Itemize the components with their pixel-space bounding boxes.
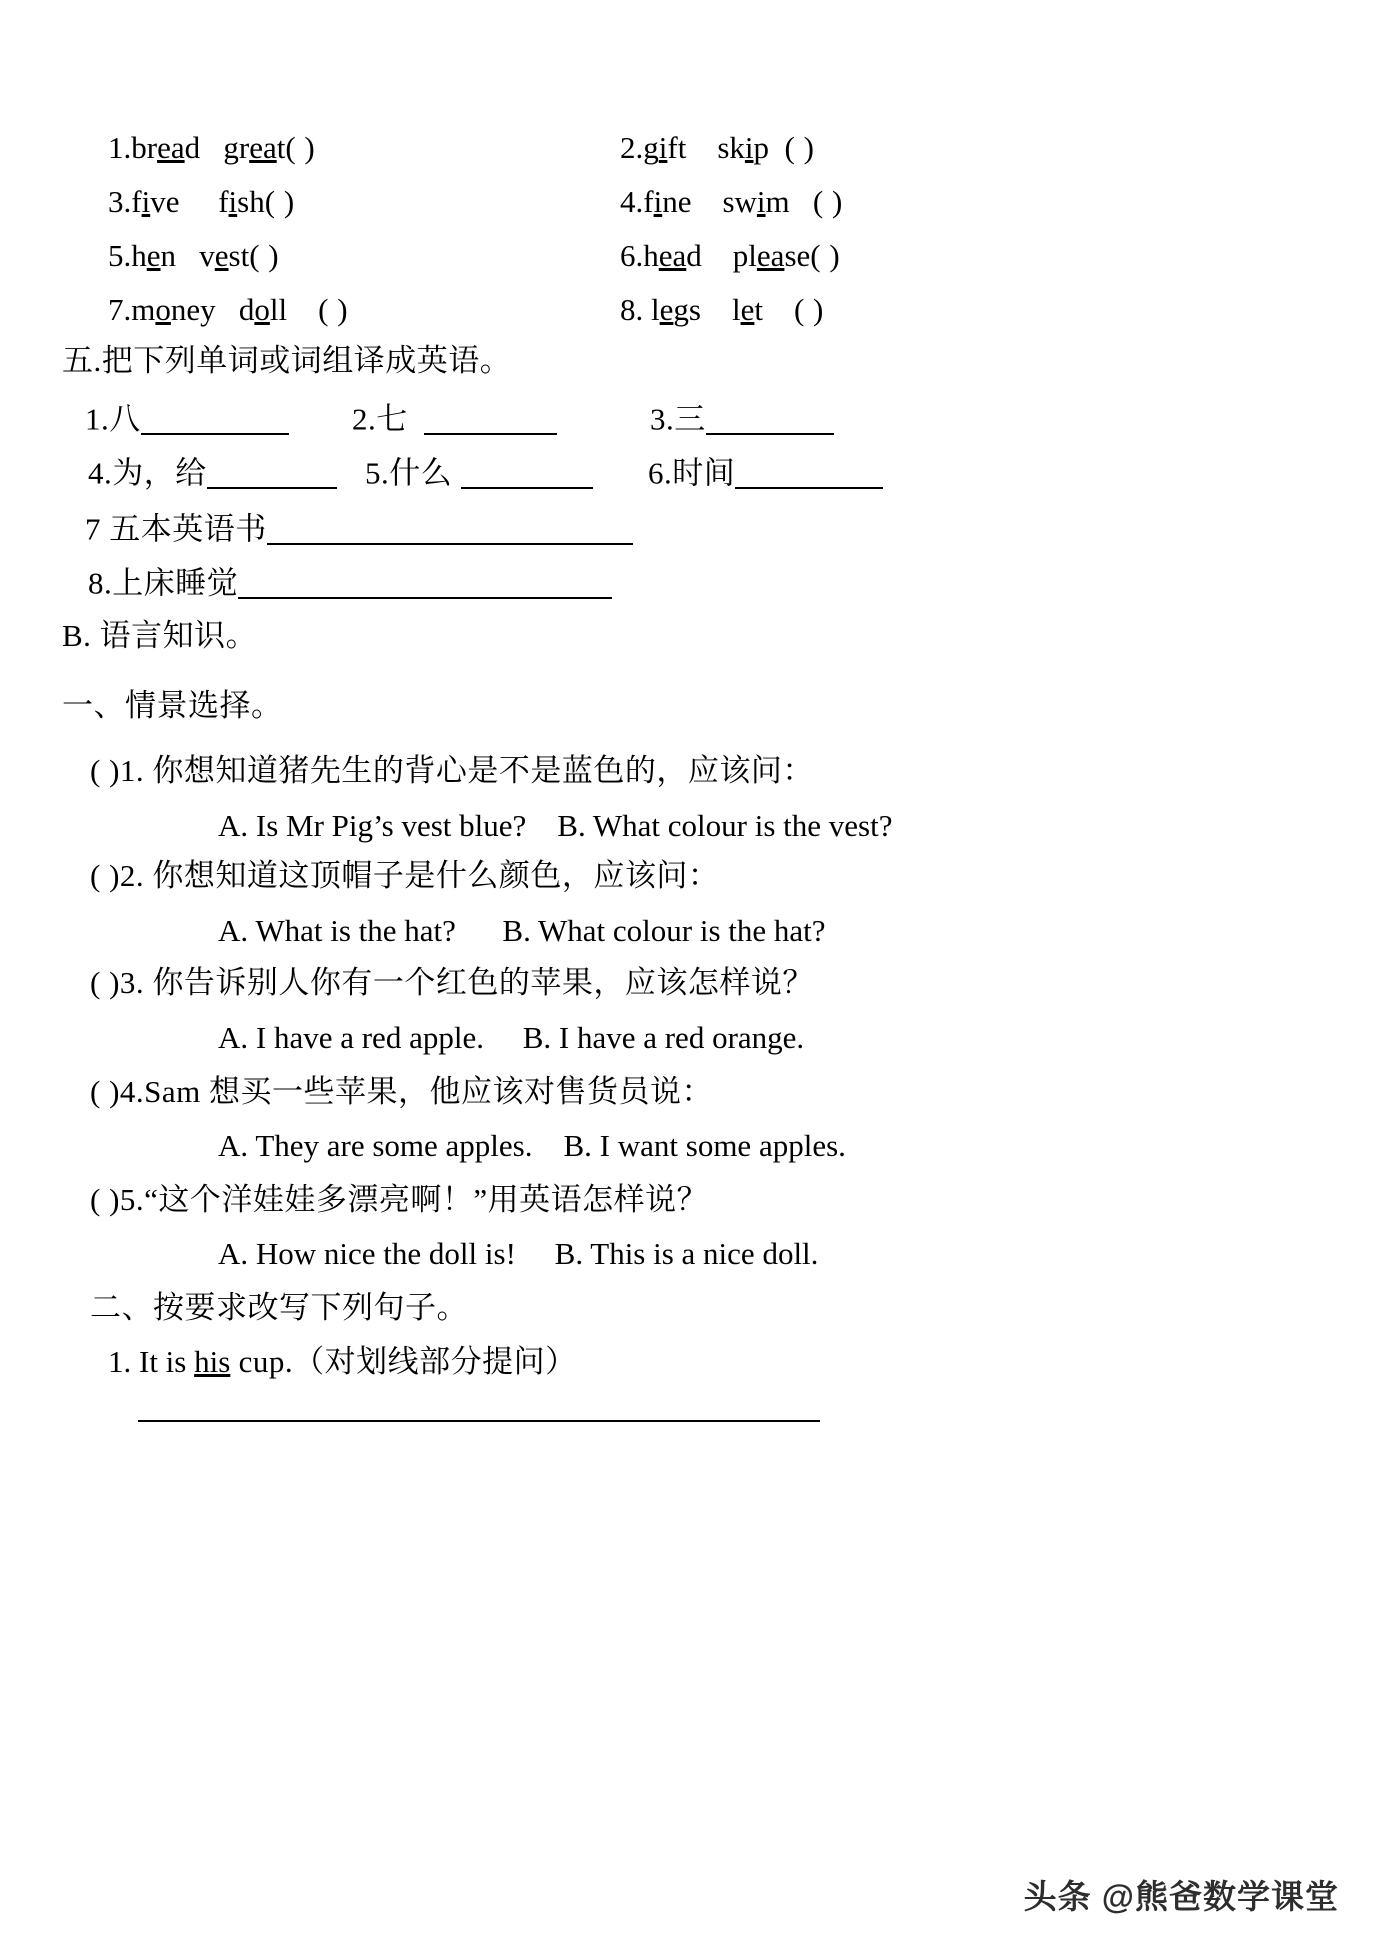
item-chinese: 五本英语书 xyxy=(101,511,267,547)
translate-item-7 xyxy=(85,512,633,545)
answer-bracket[interactable]: ( ) xyxy=(318,292,349,327)
phonics-word-1: legs xyxy=(643,292,701,327)
section-two-heading: 二、按要求改写下列句子。 xyxy=(90,1290,468,1325)
translate-item-4 xyxy=(88,456,337,489)
item-chinese: 上床睡觉 xyxy=(112,565,239,601)
answer-bracket[interactable]: ( ) xyxy=(90,1182,120,1217)
item-chinese: 时间 xyxy=(672,455,736,491)
phonics-item-number: 1. xyxy=(108,130,132,165)
item-number: 6. xyxy=(648,455,673,491)
choice-question-4-stem xyxy=(90,1076,713,1107)
phonics-word-2: swim xyxy=(722,184,790,219)
question-number: 5. xyxy=(119,1182,145,1217)
phonics-item-4 xyxy=(620,186,843,217)
phonics-word-1: money xyxy=(131,292,216,327)
choice-question-1-stem xyxy=(90,755,814,786)
section-five-heading: 五.把下列单词或词组译成英语。 xyxy=(62,343,512,378)
question-text: “这个洋娃娃多漂亮啊！”用英语怎样说？ xyxy=(144,1182,709,1217)
choice-question-2-options xyxy=(218,915,826,946)
option-a[interactable]: A. How nice the doll is! xyxy=(218,1236,516,1271)
option-a[interactable]: A. I have a red apple. xyxy=(218,1020,484,1055)
option-b[interactable]: B. I want some apples. xyxy=(563,1128,846,1163)
item-chinese: 七 xyxy=(376,401,408,437)
question-text: 你想知道这顶帽子是什么颜色，应该问： xyxy=(152,858,720,893)
item-number: 3. xyxy=(650,401,675,437)
item-number: 5. xyxy=(365,455,390,491)
phonics-word-2: please xyxy=(732,238,811,273)
phonics-word-2: skip xyxy=(717,130,770,165)
option-b[interactable]: B. What colour is the hat? xyxy=(502,913,826,948)
phonics-item-8 xyxy=(620,294,824,325)
choice-question-2-stem xyxy=(90,860,719,891)
answer-bracket[interactable]: ( ) xyxy=(812,184,843,219)
phonics-item-2 xyxy=(620,132,814,163)
answer-blank[interactable] xyxy=(424,402,557,435)
phonics-item-number: 7. xyxy=(108,292,132,327)
translate-item-8 xyxy=(88,566,612,599)
phonics-item-number: 4. xyxy=(620,184,644,219)
choice-question-5-stem xyxy=(90,1184,708,1215)
answer-bracket[interactable]: ( ) xyxy=(810,238,841,273)
phonics-item-number: 2. xyxy=(620,130,644,165)
answer-blank[interactable] xyxy=(267,512,633,545)
translate-item-3 xyxy=(650,402,834,435)
choice-question-5-options xyxy=(218,1238,818,1269)
question-number: 3. xyxy=(119,965,145,1000)
item-number: 8. xyxy=(88,565,113,601)
item-number: 2. xyxy=(352,401,377,437)
phonics-item-1 xyxy=(108,132,315,163)
phonics-item-number: 6. xyxy=(620,238,644,273)
choice-question-3-options xyxy=(218,1022,804,1053)
answer-bracket[interactable]: ( ) xyxy=(784,130,815,165)
choice-question-4-options xyxy=(218,1130,846,1161)
phonics-word-2: great xyxy=(223,130,286,165)
watermark: 头条 @熊爸数学课堂 xyxy=(1023,1878,1339,1915)
phonics-item-number: 5. xyxy=(108,238,132,273)
answer-bracket[interactable]: ( ) xyxy=(90,753,120,788)
phonics-item-6 xyxy=(620,240,840,271)
question-number: 1. xyxy=(119,753,145,788)
answer-bracket[interactable]: ( ) xyxy=(264,184,295,219)
answer-blank[interactable] xyxy=(207,456,337,489)
answer-bracket[interactable]: ( ) xyxy=(249,238,280,273)
question-text: 你想知道猪先生的背心是不是蓝色的，应该问： xyxy=(152,753,814,788)
answer-bracket[interactable]: ( ) xyxy=(285,130,316,165)
item-number: 4. xyxy=(88,455,113,491)
answer-blank[interactable] xyxy=(735,456,883,489)
phonics-word-1: five xyxy=(131,184,180,219)
phonics-word-2: vest xyxy=(199,238,250,273)
item-chinese: 什么 xyxy=(389,455,453,491)
option-b[interactable]: B. This is a nice doll. xyxy=(554,1236,819,1271)
section-b-heading: B. 语言知识。 xyxy=(62,618,258,653)
phonics-word-2: doll xyxy=(238,292,288,327)
question-text: Sam 想买一些苹果，他应该对售货员说： xyxy=(144,1074,714,1109)
rewrite-answer-rule[interactable] xyxy=(138,1420,820,1422)
phonics-word-2: let xyxy=(731,292,763,327)
phonics-word-2: fish xyxy=(218,184,265,219)
item-chinese: 为，给 xyxy=(112,455,207,491)
phonics-item-7 xyxy=(108,294,348,325)
phonics-word-1: bread xyxy=(131,130,201,165)
translate-item-1 xyxy=(85,402,289,435)
item-number: 7 xyxy=(85,511,101,547)
item-chinese: 八 xyxy=(109,401,141,437)
phonics-word-1: head xyxy=(643,238,702,273)
answer-blank[interactable] xyxy=(706,402,834,435)
translate-item-2 xyxy=(352,402,557,435)
question-number: 2. xyxy=(119,858,145,893)
underlined-word: his xyxy=(194,1344,231,1379)
item-chinese: 三 xyxy=(674,401,706,437)
question-text: 你告诉别人你有一个红色的苹果，应该怎样说？ xyxy=(152,965,814,1000)
phonics-item-5 xyxy=(108,240,279,271)
phonics-word-1: fine xyxy=(643,184,692,219)
phonics-word-1: gift xyxy=(643,130,687,165)
option-a[interactable]: A. What is the hat? xyxy=(218,913,456,948)
phonics-item-3 xyxy=(108,186,295,217)
option-a[interactable]: A. They are some apples. xyxy=(218,1128,533,1163)
phonics-word-1: hen xyxy=(131,238,177,273)
translate-item-6 xyxy=(648,456,883,489)
answer-blank[interactable] xyxy=(141,402,289,435)
item-number: 1. xyxy=(108,1344,132,1379)
answer-bracket[interactable]: ( ) xyxy=(90,858,120,893)
option-a[interactable]: A. Is Mr Pig’s vest blue? xyxy=(218,808,527,843)
answer-bracket[interactable]: ( ) xyxy=(90,965,120,1000)
choice-question-3-stem xyxy=(90,967,814,998)
answer-bracket[interactable]: ( ) xyxy=(793,292,824,327)
option-b[interactable]: B. What colour is the vest? xyxy=(557,808,893,843)
question-number: 4. xyxy=(119,1074,145,1109)
translate-item-5 xyxy=(365,456,593,489)
answer-blank[interactable] xyxy=(461,456,593,489)
rewrite-item-1: 1. It is his cup.（对划线部分提问） xyxy=(108,1344,577,1379)
answer-blank[interactable] xyxy=(238,566,612,599)
answer-bracket[interactable]: ( ) xyxy=(90,1074,120,1109)
phonics-item-number: 8. xyxy=(620,292,644,327)
choice-question-1-options xyxy=(218,810,892,841)
option-b[interactable]: B. I have a red orange. xyxy=(522,1020,805,1055)
item-number: 1. xyxy=(85,401,110,437)
phonics-item-number: 3. xyxy=(108,184,132,219)
section-one-heading: 一、情景选择。 xyxy=(62,688,283,723)
